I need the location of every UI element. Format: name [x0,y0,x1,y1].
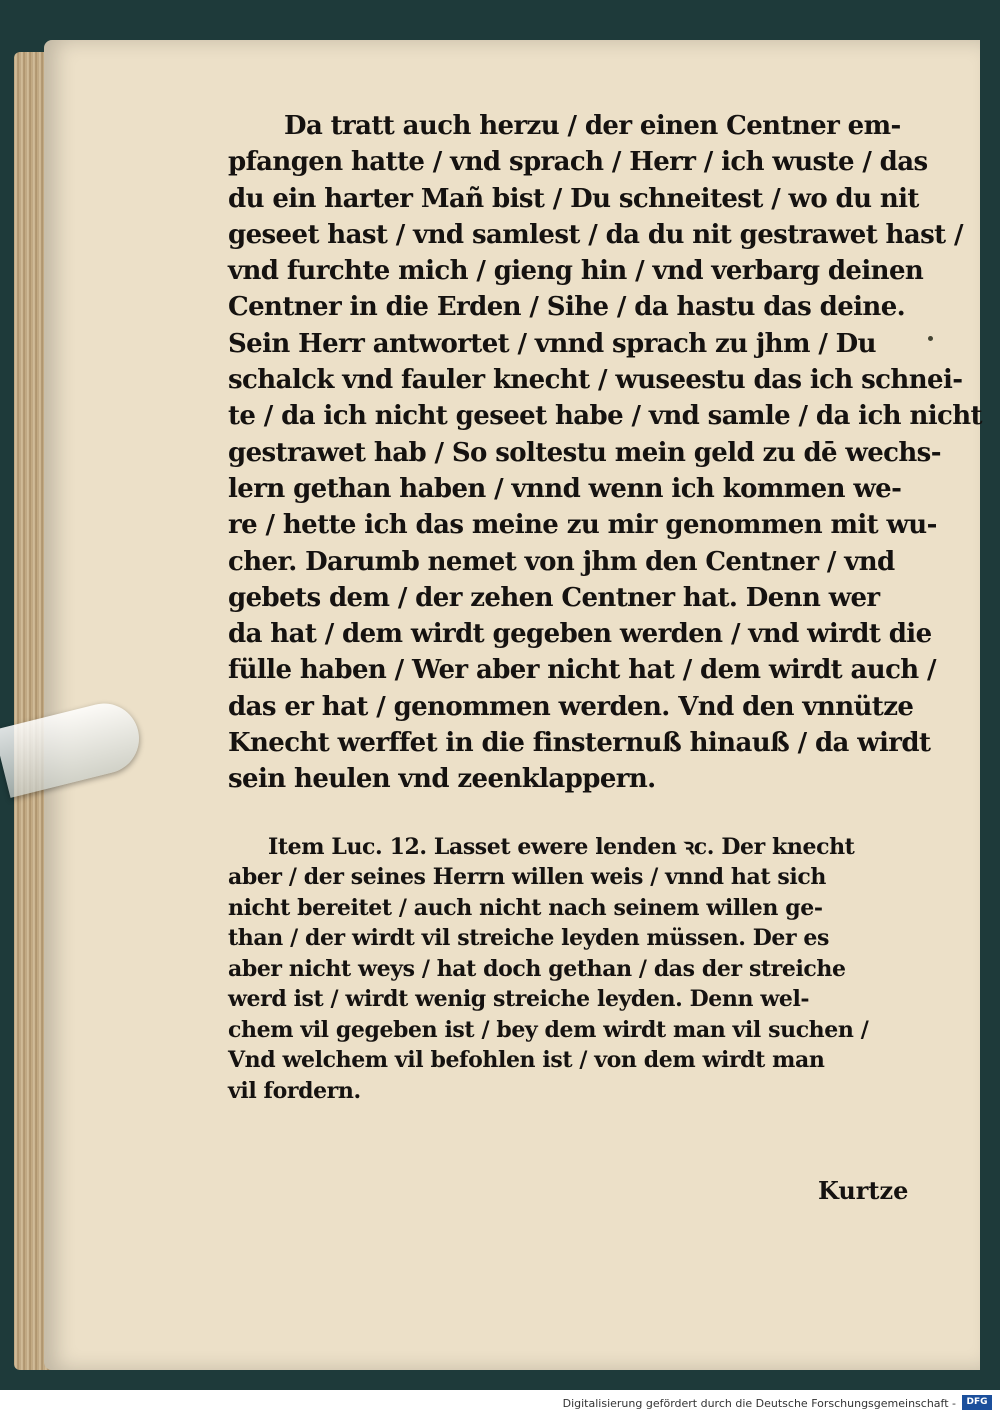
text-line: pfangen hatte / vnd sprach / Herr / ich wuste / das [228,147,928,178]
text-line: Da tratt auch herzu / der einen Centner em- [284,111,901,141]
text-line: nicht bereitet / auch nicht nach seinem willen ge- [228,894,823,921]
text-line: du ein harter Mañ bist / Du schneitest / wo du nit [228,183,919,214]
text-line: Centner in die Erden / Sihe / da hastu das deine. [228,292,906,323]
text-line: schalck vnd fauler knecht / wuseestu das ich schnei- [228,365,963,396]
text-line: das er hat / genommen werden. Vnd den vnnütze [228,691,914,722]
text-line: vil fordern. [228,1077,361,1104]
page-text [228,108,982,1106]
footer-credit: Digitalisierung gefördert durch die Deutsche Forschungsgemeinschaft - [562,1397,956,1410]
page-mark-dot [928,336,933,341]
text-line: werd ist / wirdt wenig streiche leyden. Denn wel- [228,986,810,1013]
text-line: Item Luc. 12. Lasset ewere lenden ꝛc. Der knecht [268,833,855,860]
catchword: Kurtze [818,1176,909,1205]
paragraph-1 [228,108,982,798]
text-line: lern gethan haben / vnnd wenn ich kommen we- [228,473,902,504]
text-line: chem vil gegeben ist / bey dem wirdt man vil suchen / [228,1016,869,1043]
text-line: Vnd welchem vil befohlen ist / von dem wirdt man [228,1047,825,1074]
paragraph-2 [228,832,928,1107]
text-line: da hat / dem wirdt gegeben werden / vnd wirdt die [228,619,932,650]
text-line: gestrawet hab / So soltestu mein geld zu dē wechs- [228,437,941,468]
footer [0,1390,1000,1417]
text-line: than / der wirdt vil streiche leyden müssen. Der es [228,925,830,952]
text-line: Knecht werffet in die finsternuß hinauß / da wirdt [228,728,931,759]
text-line: gebets dem / der zehen Centner hat. Denn wer [228,582,880,613]
text-line: re / hette ich das meine zu mir genommen mit wu- [228,510,937,541]
text-line: cher. Darumb nemet von jhm den Centner / vnd [228,546,895,577]
text-line: aber / der seines Herrn willen weis / vnnd hat sich [228,864,826,891]
dfg-logo: DFG [962,1395,992,1410]
text-line: vnd furchte mich / gieng hin / vnd verbarg deinen [228,256,924,287]
text-line: Sein Herr antwortet / vnnd sprach zu jhm / Du [228,328,876,359]
text-line: aber nicht weys / hat doch gethan / das der streiche [228,955,846,982]
text-line: te / da ich nicht geseet habe / vnd samle / da ich nicht [228,401,982,432]
text-line: sein heulen vnd zeenklappern. [228,764,656,795]
text-line: geseet hast / vnd samlest / da du nit gestrawet hast / [228,219,963,250]
text-line: fülle haben / Wer aber nicht hat / dem wirdt auch / [228,655,936,686]
